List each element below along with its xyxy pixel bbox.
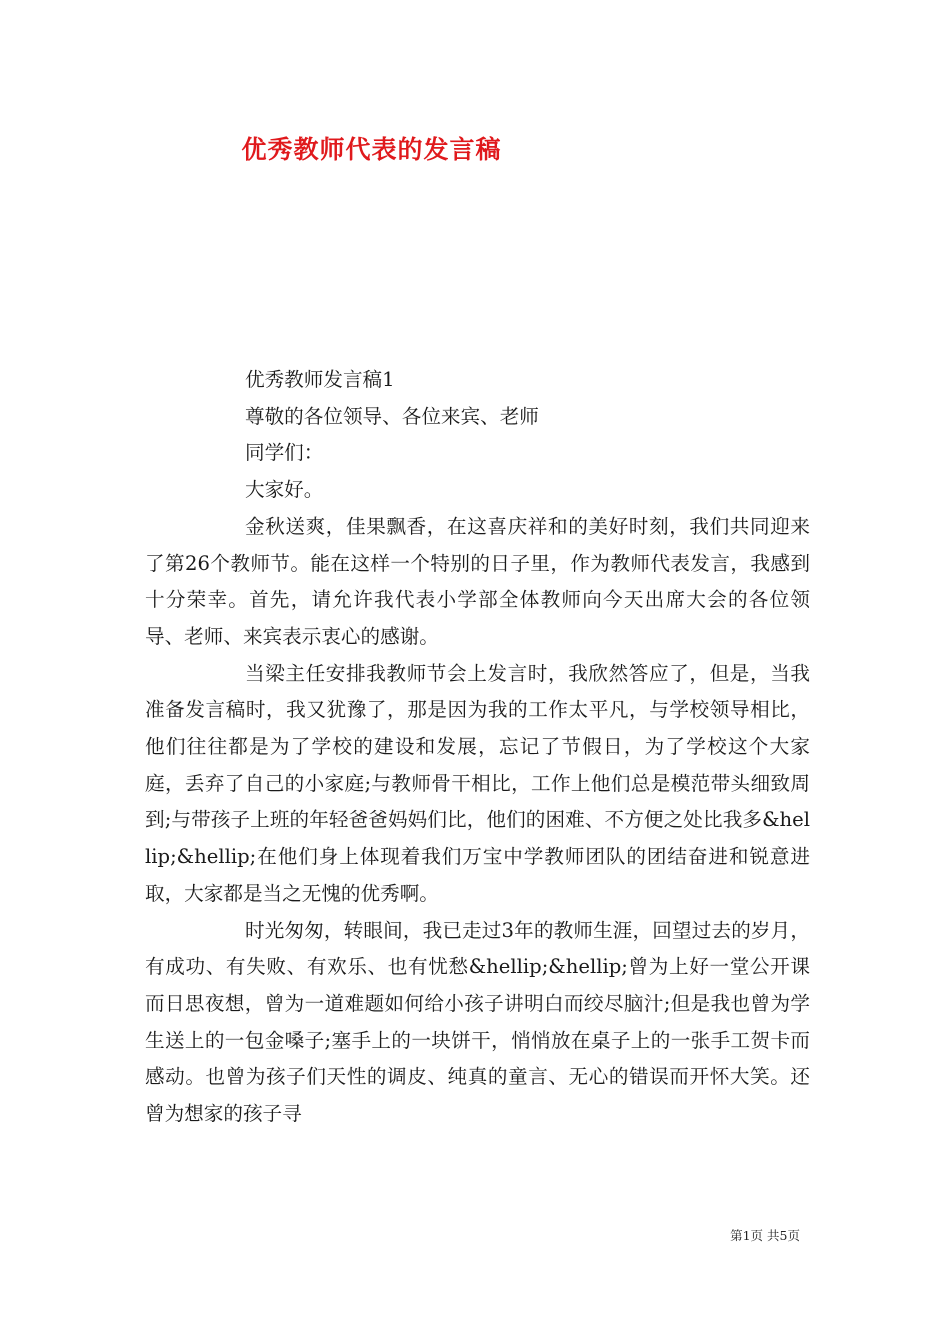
document-body <box>145 362 810 1133</box>
salutation-line-2: 同学们： <box>245 441 324 465</box>
speech-heading: 优秀教师发言稿1 <box>245 368 395 391</box>
page-number-footer: 第1页 共5页 <box>730 1228 800 1243</box>
paragraph-1: 金秋送爽，佳果飘香，在这喜庆祥和的美好时刻，我们共同迎来了第26个教师节。能在这样一个特别的日子里，作为教师代表发言，我感到十分荣幸。首先，请允许我代表小学部全体教师向今天出席大会的各位领导、老师、来宾表示衷心的感谢。 <box>145 514 810 648</box>
paragraph-2: 当梁主任安排我教师节会上发言时，我欣然答应了，但是，当我准备发言稿时，我又犹豫了，那是因为我的工作太平凡，与学校领导相比，他们往往都是为了学校的建设和发展，忘记了节假日，为了学校这个大家庭，丢弃了自己的小家庭;与教师骨干相比，工作上他们总是模范带头细致周到;与带孩子上班的年轻爸爸妈妈们比，他们的困难、不方便之处比我多&hellip;&hellip;在他们身上体现着我们万宝中学教师团队的团结奋进和锐意进取，大家都是当之无愧的优秀啊。 <box>145 661 810 905</box>
paragraph-3: 时光匆匆，转眼间，我已走过3年的教师生涯，回望过去的岁月，有成功、有失败、有欢乐、也有忧愁&hellip;&hellip;曾为上好一堂公开课而日思夜想，曾为一道难题如何给小孩子讲明白而绞尽脑汁;但是我也曾为学生送上的一包金嗓子;塞手上的一块饼干，悄悄放在桌子上的一张手工贺卡而感动。也曾为孩子们天性的调皮、纯真的童言、无心的错误而开怀大笑。还曾为想家的孩子寻 <box>145 918 810 1126</box>
document-title-text: 优秀教师代表的发言稿 <box>241 135 502 164</box>
document-title <box>0 130 950 166</box>
salutation-line-1: 尊敬的各位领导、各位来宾、老师 <box>245 404 539 428</box>
greeting-line: 大家好。 <box>245 478 324 502</box>
